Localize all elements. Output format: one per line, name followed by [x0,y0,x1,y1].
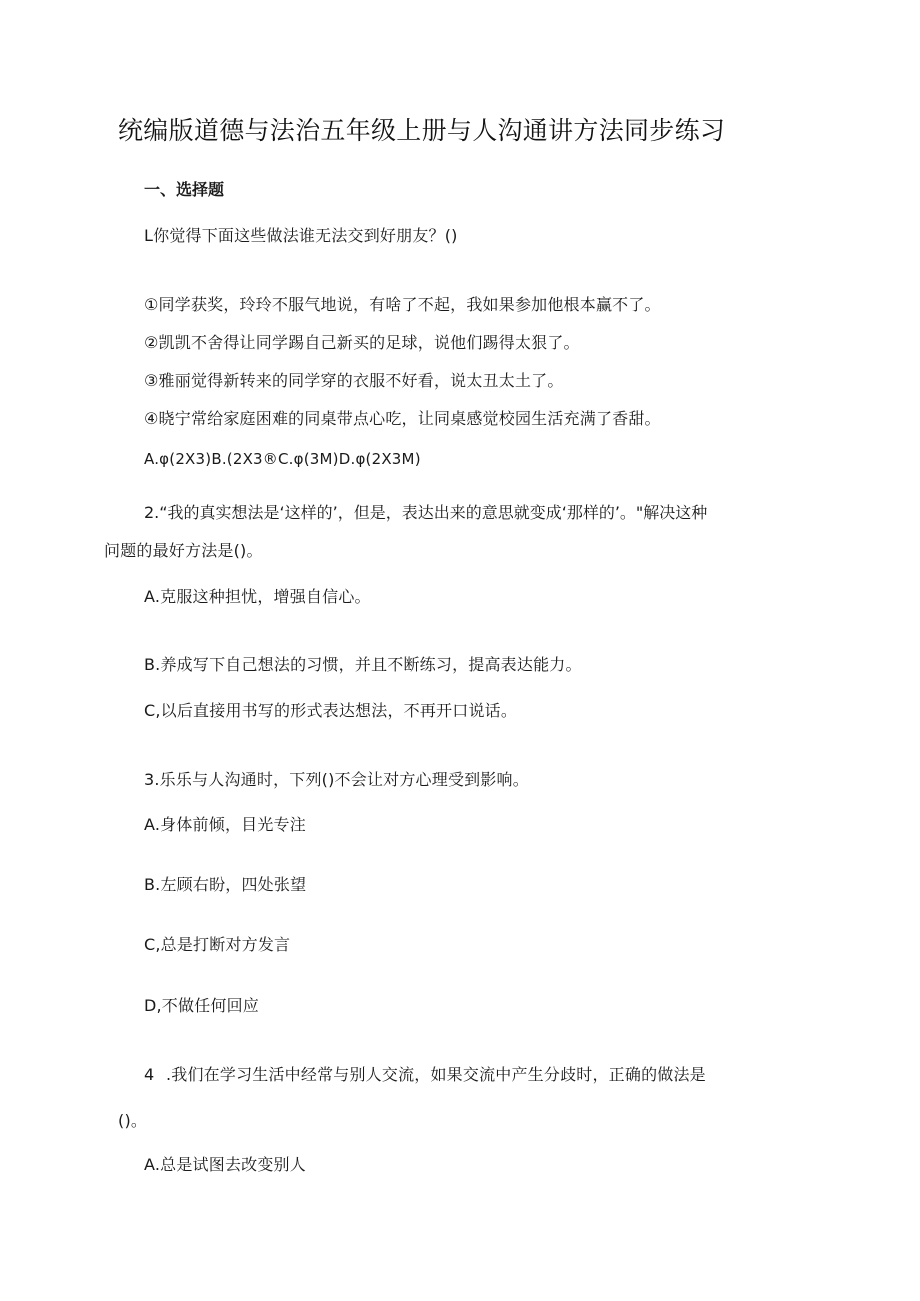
question-1-item-3: ③雅丽觉得新转来的同学穿的衣服不好看，说太丑太土了。 [144,371,564,390]
question-3-option-d: D,不做任何回应 [144,996,260,1015]
question-2-option-b: B.养成写下自己想法的习惯，并且不断练习，提高表达能力。 [144,655,582,674]
question-3-option-b: B.左顾右盼，四处张望 [144,875,307,894]
question-1-options: A.φ(2X3)B.(2X3®C.φ(3M)D.φ(2X3M) [144,450,421,468]
question-2-stem-line-2: 问题的最好方法是()。 [104,541,263,560]
question-4-stem-line-1: .我们在学习生活中经常与别人交流，如果交流中产生分歧时，正确的做法是 [166,1065,706,1084]
section-heading: 一、选择题 [144,180,225,199]
question-1-item-1: ①同学获奖，玲玲不服气地说，有啥了不起，我如果参加他根本赢不了。 [144,295,661,314]
question-4-option-a: A.总是试图去改变别人 [144,1155,306,1174]
question-3-option-c: C,总是打断对方发言 [144,935,291,954]
question-4-number: 4 [144,1065,155,1084]
question-2-option-a: A.克服这种担忧，增强自信心。 [144,587,371,606]
question-3-option-a: A.身体前倾，目光专注 [144,815,306,834]
question-4-stem-line-2: ()。 [118,1111,148,1130]
question-1-stem: L你觉得下面这些做法谁无法交到好朋友？() [144,226,458,245]
question-1-item-2: ②凯凯不舍得让同学踢自己新买的足球，说他们踢得太狠了。 [144,333,580,352]
question-2-stem-line-1: 2.“我的真实想法是‘这样的’，但是，表达出来的意思就变成‘那样的’。"解决这种 [144,503,708,522]
question-3-stem: 3.乐乐与人沟通时，下列()不会让对方心理受到影响。 [144,770,529,789]
question-2-option-c: C,以后直接用书写的形式表达想法，不再开口说话。 [144,701,518,720]
document-title: 统编版道德与法治五年级上册与人沟通讲方法同步练习 [118,116,726,145]
question-1-item-4: ④晓宁常给家庭困难的同桌带点心吃，让同桌感觉校园生活充满了香甜。 [144,409,661,428]
